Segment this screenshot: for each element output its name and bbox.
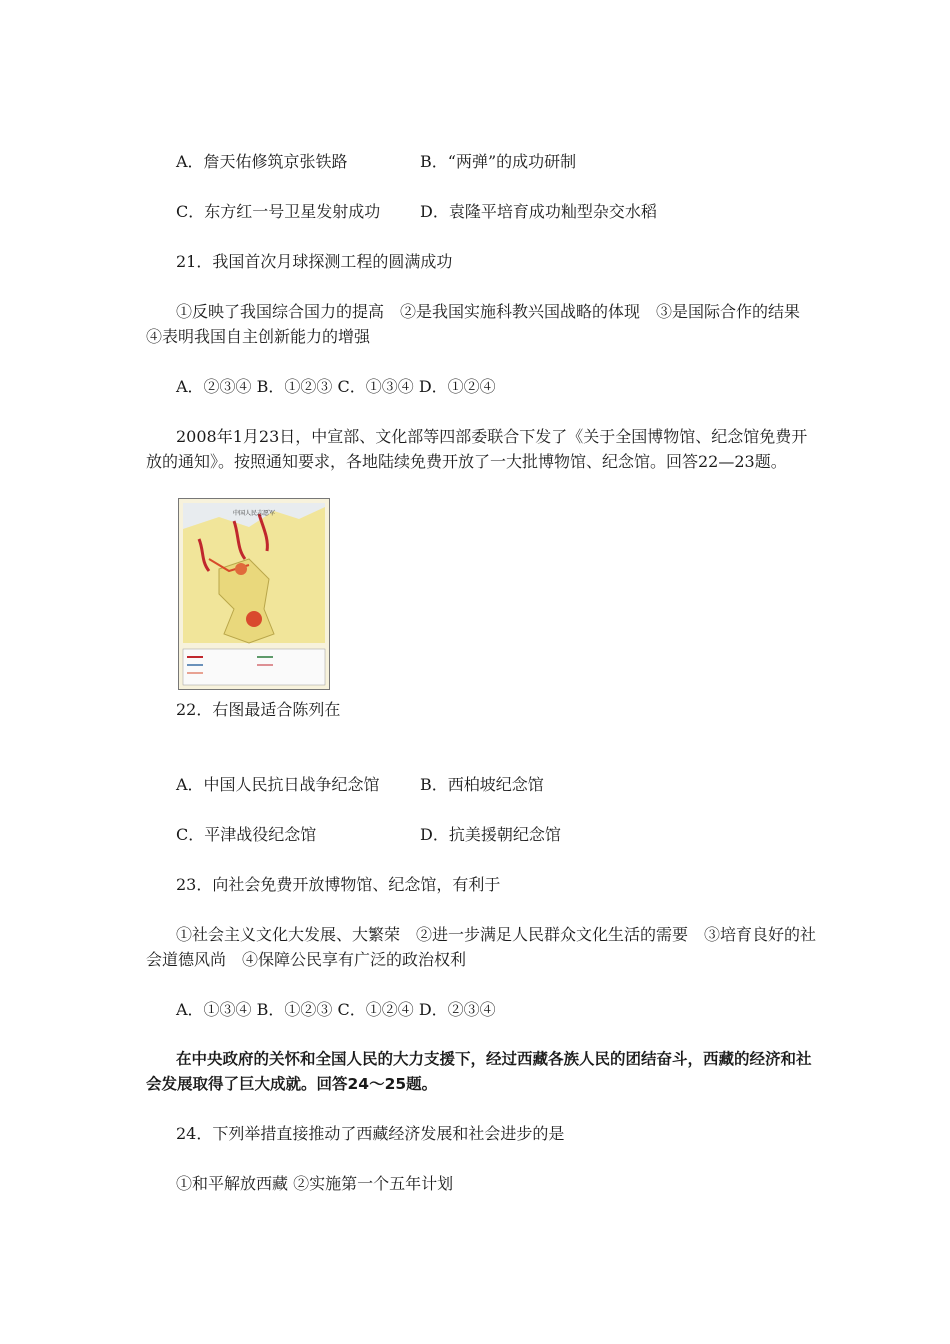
q22-option-a: A．中国人民抗日战争纪念馆 xyxy=(176,775,380,794)
intro-24-25: 在中央政府的关怀和全国人民的大力支援下，经过西藏各族人民的团结奋斗，西藏的经济和社会发展取得了巨大成就。回答24～25题。 xyxy=(146,1050,812,1093)
q23-statements: ①社会主义文化大发展、大繁荣 ②进一步满足人民群众文化生活的需要 ③培育良好的社会道德风尚 ④保障公民享有广泛的政治权利 xyxy=(146,925,817,969)
map-title: 中国人民志愿军 xyxy=(232,510,276,517)
q21-statements: ①反映了我国综合国力的提高 ②是我国实施科教兴国战略的体现 ③是国际合作的结果 ④表明我国自主创新能力的增强 xyxy=(146,302,817,346)
q22-option-c: C．平津战役纪念馆 xyxy=(176,825,317,844)
q22-option-b: B．西柏坡纪念馆 xyxy=(420,775,544,794)
q23-stem: 23．向社会免费开放博物馆、纪念馆，有利于 xyxy=(176,875,501,894)
q20-option-c: C．东方红一号卫星发射成功 xyxy=(176,202,381,221)
q24-stem: 24．下列举措直接推动了西藏经济发展和社会进步的是 xyxy=(176,1124,565,1143)
q23-choices: A．①③④ B．①②③ C．①②④ D．②③④ xyxy=(176,1000,496,1019)
q21-choices: A．②③④ B．①②③ C．①③④ D．①②④ xyxy=(176,377,496,396)
q20-option-a: A．詹天佑修筑京张铁路 xyxy=(176,152,348,171)
q24-statements: ①和平解放西藏 ②实施第一个五年计划 xyxy=(176,1174,454,1193)
korean-war-map xyxy=(178,498,330,690)
map-illustration xyxy=(179,499,329,689)
q22-stem: 22．右图最适合陈列在 xyxy=(176,700,341,719)
q20-option-b: B．“两弹”的成功研制 xyxy=(420,152,577,171)
q22-option-d: D．抗美援朝纪念馆 xyxy=(420,825,561,844)
q20-option-d: D．袁隆平培育成功籼型杂交水稻 xyxy=(420,202,657,221)
intro-22-23: 2008年1月23日，中宣部、文化部等四部委联合下发了《关于全国博物馆、纪念馆免费开放的通知》。按照通知要求，各地陆续免费开放了一大批博物馆、纪念馆。回答22—23题。 xyxy=(146,427,808,471)
q21-stem: 21．我国首次月球探测工程的圆满成功 xyxy=(176,252,453,271)
